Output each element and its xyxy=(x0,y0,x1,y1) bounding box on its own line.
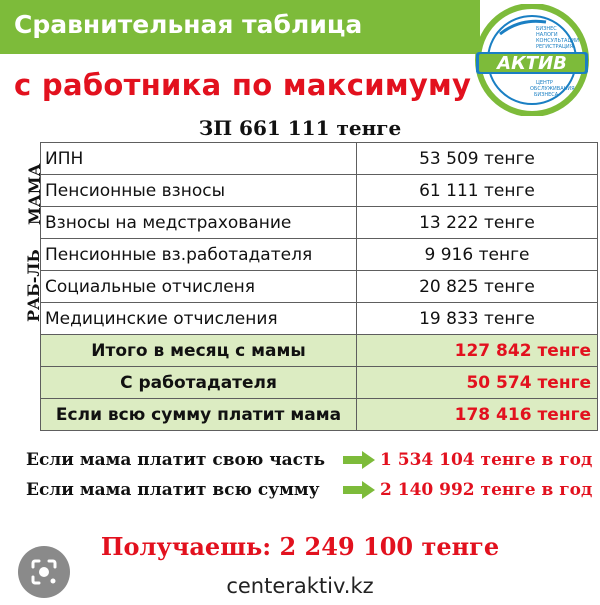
logo-line-3: КОНСУЛЬТАЦИИ xyxy=(536,38,579,44)
table-row xyxy=(41,239,598,271)
table-row xyxy=(41,303,598,335)
page-title: Сравнительная таблица xyxy=(14,10,363,39)
row-name: Медицинские отчисления xyxy=(41,303,357,335)
note-own-part-amount: 1 534 104 тенге в год xyxy=(380,450,593,470)
logo-line-4: РЕГИСТРАЦИЯ xyxy=(536,44,574,50)
row-name: Взносы на медстрахование xyxy=(41,207,357,239)
total-name: С работадателя xyxy=(41,367,357,399)
logo-line-1: БИЗНЕС xyxy=(536,26,557,32)
logo-line-2: НАЛОГИ xyxy=(536,32,558,38)
logo-line-5: ЦЕНТР xyxy=(536,80,553,86)
table-row xyxy=(41,143,598,175)
row-value: 20 825 тенге xyxy=(357,271,598,303)
row-value: 19 833 тенге xyxy=(357,303,598,335)
website-url: centeraktiv.kz xyxy=(226,574,374,598)
page-subtitle: с работника по максимуму xyxy=(14,68,472,102)
logo-line-7: БИЗНЕСА xyxy=(534,92,559,98)
total-name: Если всю сумму платит мама xyxy=(41,399,357,431)
side-label-employer: РАБ-ЛЬ xyxy=(24,249,43,322)
note-own-part: Если мама платит свою часть xyxy=(26,450,326,470)
result-total: Получаешь: 2 249 100 тенге xyxy=(100,532,500,561)
total-name: Итого в месяц с мамы xyxy=(41,335,357,367)
table-row xyxy=(41,271,598,303)
total-row xyxy=(41,399,598,431)
row-name: Пенсионные вз.работадателя xyxy=(41,239,357,271)
row-name: Пенсионные взносы xyxy=(41,175,357,207)
total-value: 127 842 тенге xyxy=(357,335,598,367)
note-full-sum-amount: 2 140 992 тенге в год xyxy=(380,480,593,500)
side-label-mama: МАМА xyxy=(25,163,44,225)
row-name: ИПН xyxy=(41,143,357,175)
row-value: 9 916 тенге xyxy=(357,239,598,271)
row-value: 61 111 тенге xyxy=(357,175,598,207)
row-value: 53 509 тенге xyxy=(357,143,598,175)
row-value: 13 222 тенге xyxy=(357,207,598,239)
total-value: 50 574 тенге xyxy=(357,367,598,399)
salary-heading: ЗП 661 111 тенге xyxy=(198,116,402,140)
arrow-right-icon xyxy=(342,450,376,470)
row-name: Социальные отчисленя xyxy=(41,271,357,303)
logo-text: АКТИВ xyxy=(497,53,567,74)
total-row xyxy=(41,367,598,399)
note-full-sum: Если мама платит всю сумму xyxy=(26,480,320,500)
comparison-table xyxy=(40,142,598,431)
aktiv-logo xyxy=(470,4,596,116)
table-row xyxy=(41,207,598,239)
logo-line-6: ОБСЛУЖИВАНИЯ xyxy=(530,86,575,92)
total-row xyxy=(41,335,598,367)
arrow-right-icon xyxy=(342,480,376,500)
total-value: 178 416 тенге xyxy=(357,399,598,431)
table-row xyxy=(41,175,598,207)
